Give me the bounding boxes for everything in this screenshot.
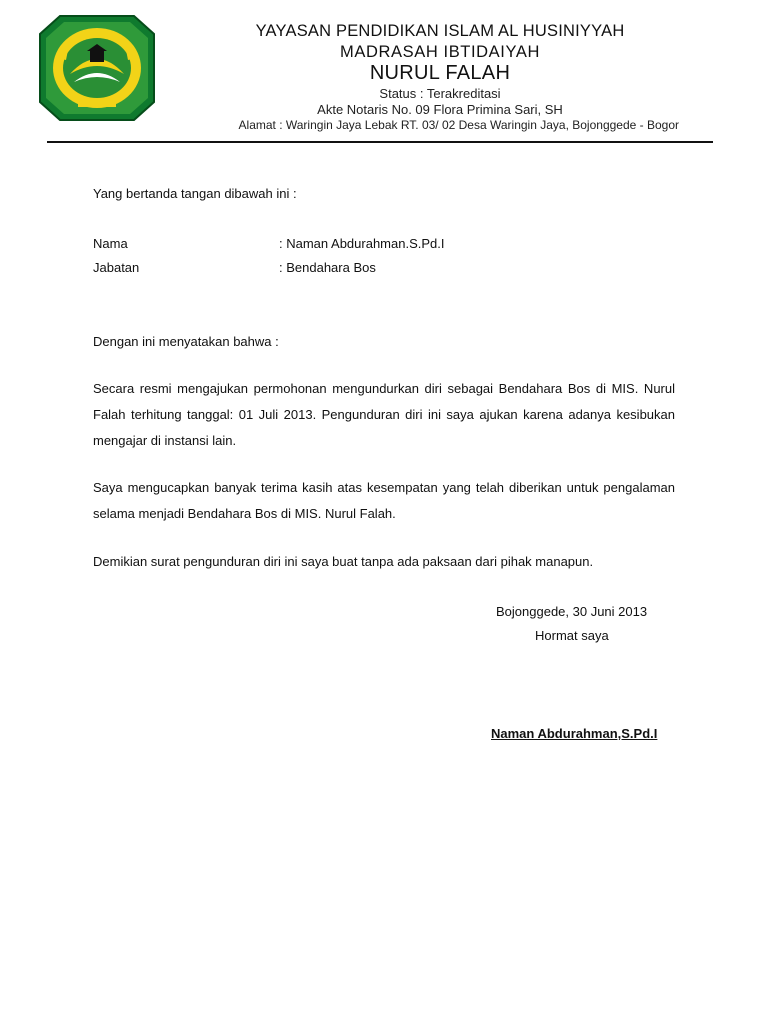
paragraph-line: Saya mengucapkan banyak terima kasih atas kesempatan yang telah diberikan untuk pengalaman <box>93 480 675 495</box>
closing-text: Demikian surat pengunduran diri ini saya buat tanpa ada paksaan dari pihak manapun. <box>93 554 594 569</box>
school-name: NURUL FALAH <box>369 62 511 84</box>
field-label-position: Jabatan <box>93 260 140 275</box>
school-logo <box>38 14 156 122</box>
paragraph-thanks <box>93 475 675 527</box>
accreditation-status: Status : Terakreditasi <box>379 86 501 101</box>
madrasah-type: MADRASAH IBTIDAIYAH <box>340 43 540 61</box>
regards-text: Hormat saya <box>535 628 609 643</box>
header-divider <box>47 141 713 143</box>
paragraph-line: mengajar di instansi lain. <box>93 433 237 448</box>
intro-text: Yang bertanda tangan dibawah ini : <box>93 186 297 201</box>
paragraph-resignation <box>93 376 675 454</box>
statement-text: Dengan ini menyatakan bahwa : <box>93 334 279 349</box>
place-date: Bojonggede, 30 Juni 2013 <box>496 604 648 619</box>
foundation-name: YAYASAN PENDIDIKAN ISLAM AL HUSINIYYAH <box>255 22 625 40</box>
paragraph-line: selama menjadi Bendahara Bos di MIS. Nurul Falah. <box>93 506 396 521</box>
address: Alamat : Waringin Jaya Lebak RT. 03/ 02 Desa Waringin Jaya, Bojonggede - Bogor <box>238 118 679 132</box>
field-label-name: Nama <box>93 236 128 251</box>
field-value-position: : Bendahara Bos <box>279 260 376 275</box>
paragraph-line: Secara resmi mengajukan permohonan mengundurkan diri sebagai Bendahara Bos di MIS. Nurul <box>93 381 675 396</box>
signer-name: Naman Abdurahman,S.Pd.I <box>491 726 658 741</box>
field-value-name: : Naman Abdurahman.S.Pd.I <box>279 236 445 251</box>
notary-deed: Akte Notaris No. 09 Flora Primina Sari, SH <box>317 102 563 117</box>
paragraph-line: Falah terhitung tanggal: 01 Juli 2013. Pengunduran diri ini saya ajukan karena adanya kesibukan <box>93 407 675 422</box>
